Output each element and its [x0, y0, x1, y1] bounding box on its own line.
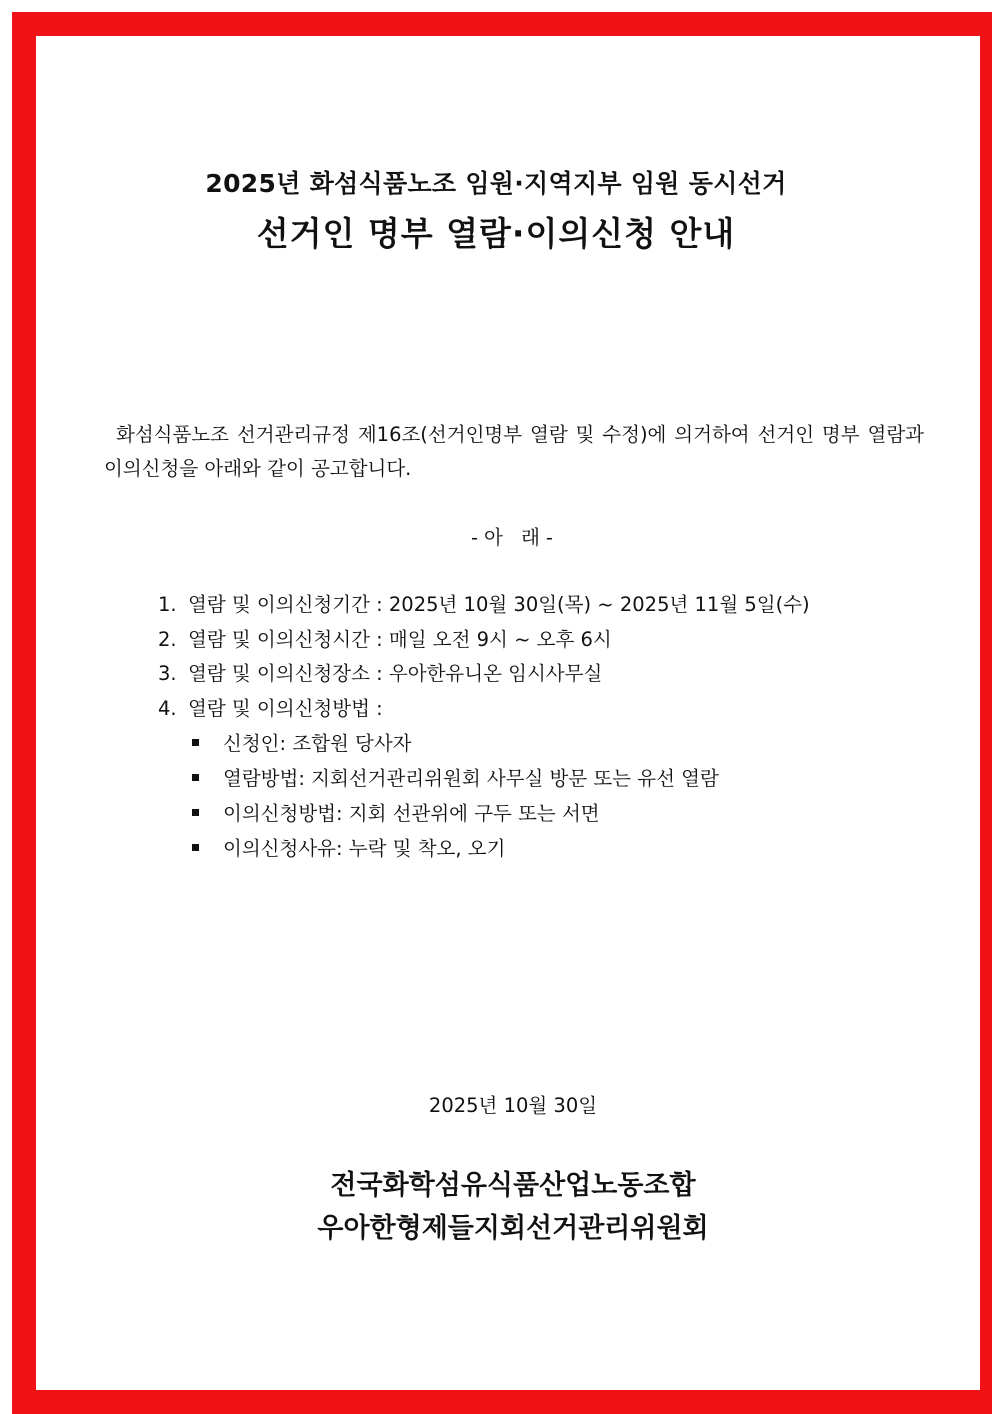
item-text: 열람 및 이의신청장소 : 우아한유니온 임시사무실 [188, 662, 603, 685]
notice-date: 2025년 10월 30일 [428, 1094, 598, 1117]
list-item [192, 761, 912, 796]
issuing-committee-name: 우아한형제들지회선거관리위원회 [317, 1213, 709, 1244]
item-number: 1. [158, 593, 177, 616]
list-item [158, 623, 918, 658]
bullet-text: 신청인: 조합원 당사자 [223, 732, 412, 755]
list-item [158, 588, 918, 623]
item-number: 4. [158, 696, 177, 720]
square-bullet-icon [192, 809, 199, 816]
intro-paragraph [104, 418, 924, 486]
notice-title-line2: 선거인 명부 열람·이의신청 안내 [256, 214, 736, 253]
item-text: 열람 및 이의신청방법 : [188, 696, 383, 720]
section-heading: -아 래- [471, 526, 559, 549]
item-text: 열람 및 이의신청기간 : 2025년 10월 30일(목) ~ 2025년 11월 5일(수) [188, 593, 810, 616]
square-bullet-icon [192, 844, 199, 851]
list-item [158, 657, 918, 692]
list-item [158, 692, 918, 727]
item-number: 3. [158, 662, 177, 685]
method-bullet-list [192, 726, 912, 866]
list-item [192, 831, 912, 866]
item-number: 2. [158, 627, 177, 651]
issuing-union-name: 전국화학섬유식품산업노동조합 [330, 1170, 696, 1201]
bullet-text: 이의신청방법: 지회 선관위에 구두 또는 서면 [223, 802, 600, 825]
bullet-text: 열람방법: 지회선거관리위원회 사무실 방문 또는 유선 열람 [223, 767, 719, 790]
square-bullet-icon [192, 739, 199, 746]
notice-items-list [158, 588, 918, 726]
bullet-text: 이의신청사유: 누락 및 착오, 오기 [223, 837, 506, 860]
list-item [192, 726, 912, 761]
notice-title-line1: 2025년 화섬식품노조 임원·지역지부 임원 동시선거 [205, 169, 787, 198]
square-bullet-icon [192, 774, 199, 781]
list-item [192, 796, 912, 831]
item-text: 열람 및 이의신청시간 : 매일 오전 9시 ~ 오후 6시 [188, 627, 612, 651]
intro-text: 화섬식품노조 선거관리규정 제16조(선거인명부 열람 및 수정)에 의거하여 선거인 명부 열람과 이의신청을 아래와 같이 공고합니다. [104, 423, 924, 480]
